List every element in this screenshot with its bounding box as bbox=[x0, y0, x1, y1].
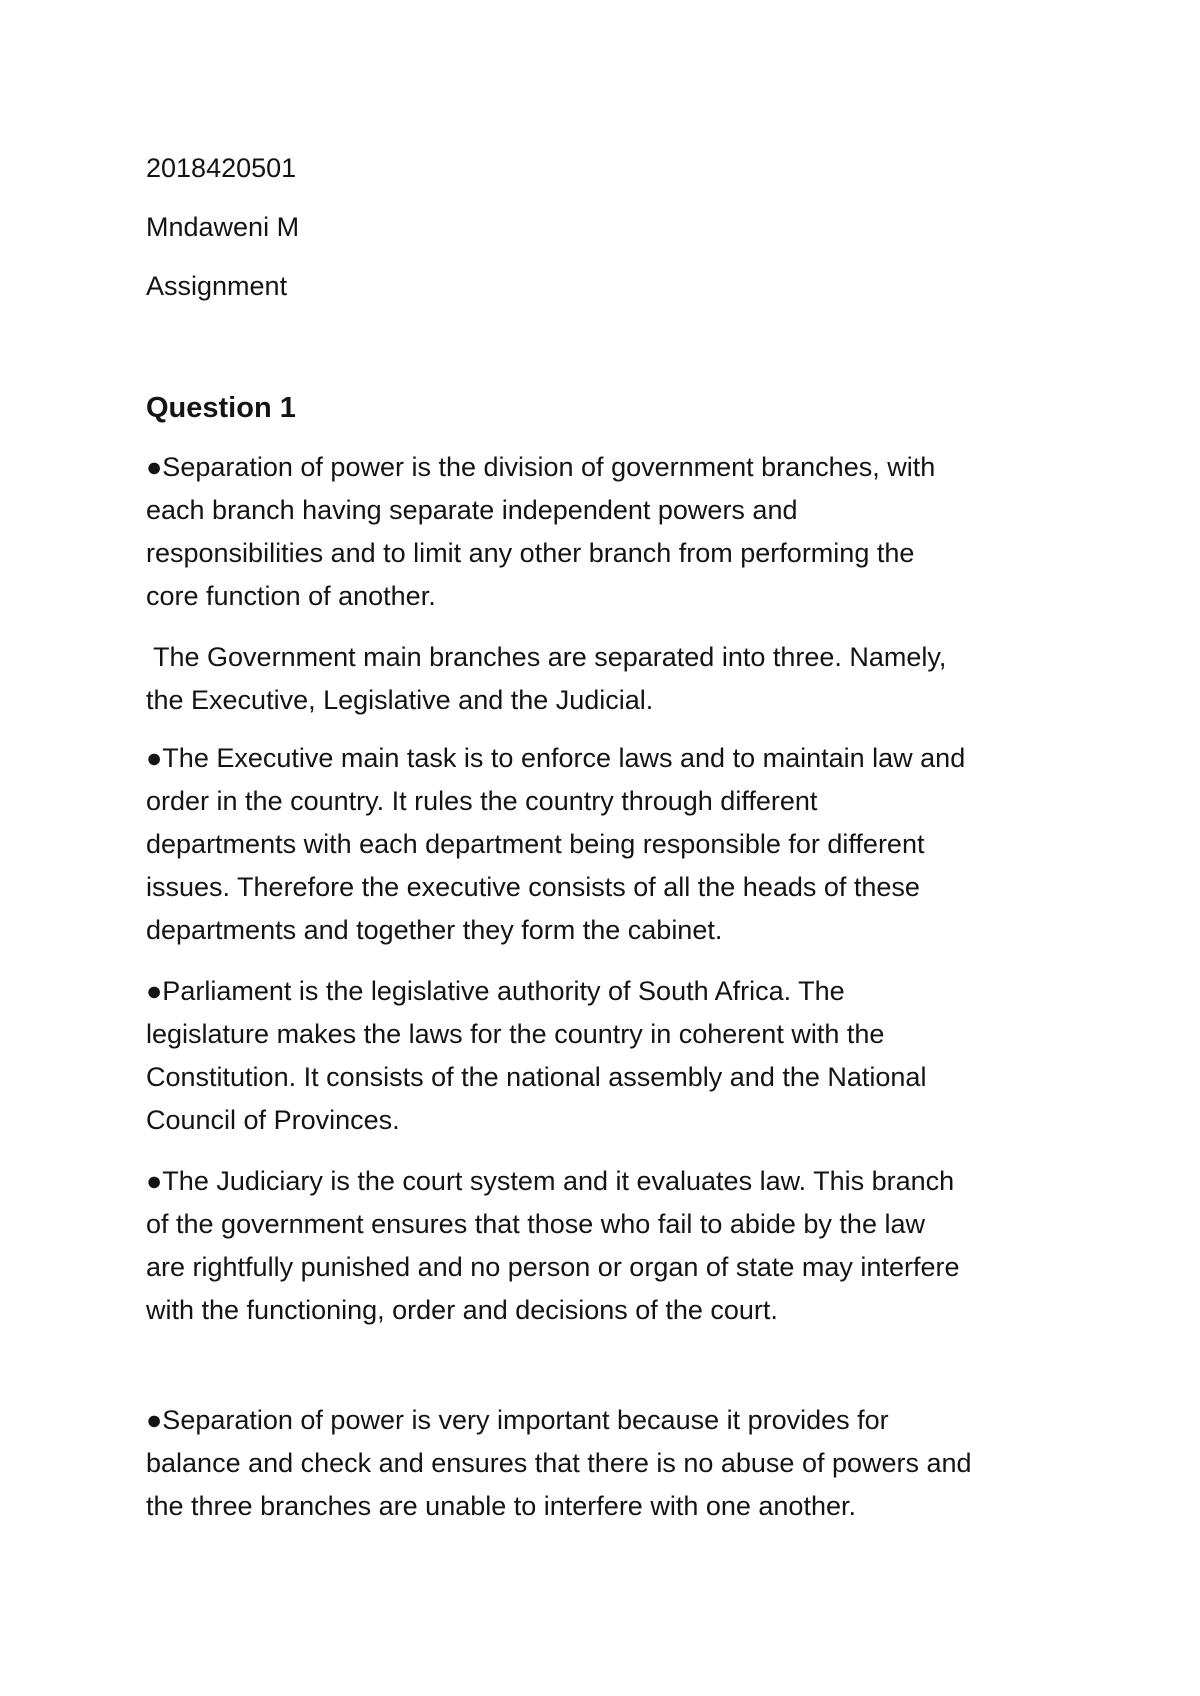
paragraph-line: ●Separation of power is very important because it provides for bbox=[146, 1405, 889, 1435]
paragraph-definition bbox=[146, 446, 1076, 618]
document-type: Assignment bbox=[146, 271, 288, 301]
paragraph-line: of the government ensures that those who fail to abide by the law bbox=[146, 1209, 925, 1239]
paragraph-line: with the functioning, order and decisions of the court. bbox=[146, 1295, 778, 1325]
paragraph-judiciary bbox=[146, 1160, 1076, 1332]
paragraph-line: departments with each department being responsible for different bbox=[146, 829, 925, 859]
paragraph-line: balance and check and ensures that there is no abuse of powers and bbox=[146, 1448, 972, 1478]
paragraph-line: departments and together they form the cabinet. bbox=[146, 915, 723, 945]
paragraph-branches bbox=[146, 636, 1076, 722]
paragraph-line: ●The Executive main task is to enforce laws and to maintain law and bbox=[146, 743, 966, 773]
paragraph-line: The Government main branches are separated into three. Namely, bbox=[146, 642, 947, 672]
paragraph-line: ●Separation of power is the division of government branches, with bbox=[146, 452, 936, 482]
paragraph-line: are rightfully punished and no person or organ of state may interfere bbox=[146, 1252, 960, 1282]
paragraph-line: the Executive, Legislative and the Judicial. bbox=[146, 685, 654, 715]
paragraph-line: responsibilities and to limit any other branch from performing the bbox=[146, 538, 915, 568]
paragraph-line: ●The Judiciary is the court system and it evaluates law. This branch bbox=[146, 1166, 955, 1196]
paragraph-line: order in the country. It rules the country through different bbox=[146, 786, 818, 816]
paragraph-importance bbox=[146, 1399, 1076, 1528]
student-name: Mndaweni M bbox=[146, 212, 300, 242]
paragraph-line: Constitution. It consists of the national assembly and the National bbox=[146, 1062, 927, 1092]
paragraph-line: core function of another. bbox=[146, 581, 436, 611]
paragraph-line: Council of Provinces. bbox=[146, 1105, 400, 1135]
paragraph-line: the three branches are unable to interfere with one another. bbox=[146, 1491, 856, 1521]
paragraph-line: legislature makes the laws for the country in coherent with the bbox=[146, 1019, 885, 1049]
paragraph-executive bbox=[146, 737, 1076, 952]
question-heading: Question 1 bbox=[146, 392, 296, 424]
paragraph-line: issues. Therefore the executive consists of all the heads of these bbox=[146, 872, 920, 902]
paragraph-legislature bbox=[146, 970, 1076, 1142]
paragraph-line: each branch having separate independent powers and bbox=[146, 495, 798, 525]
paragraph-line: ●Parliament is the legislative authority of South Africa. The bbox=[146, 976, 845, 1006]
student-number: 2018420501 bbox=[146, 153, 297, 183]
